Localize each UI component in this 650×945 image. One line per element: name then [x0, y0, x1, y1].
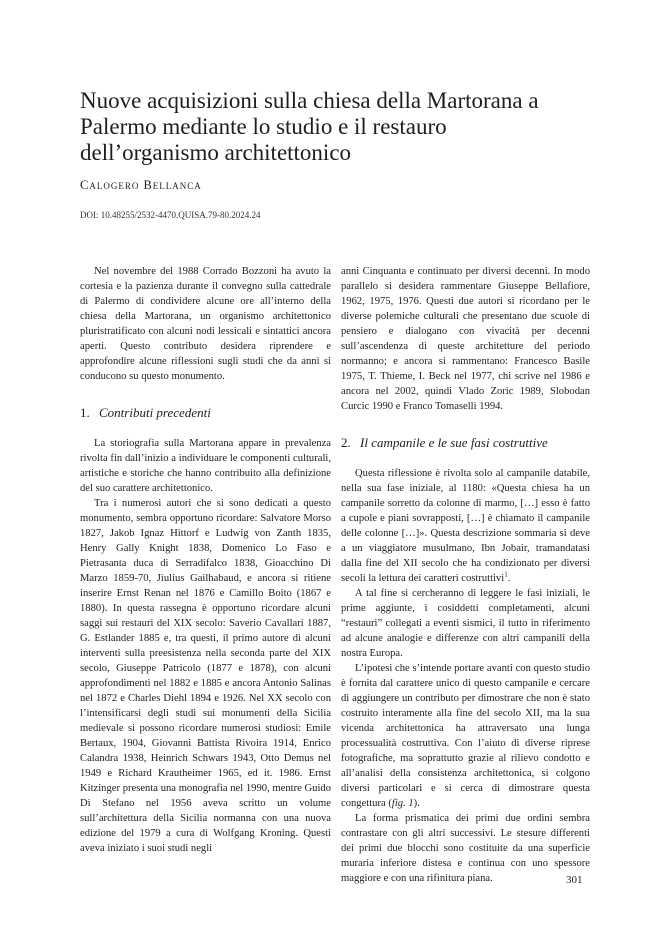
section-heading-2 [341, 435, 590, 450]
continued-paragraph: anni Cinquanta e continuato per diversi decenni. In modo parallelo si desidera rammentare Giuseppe Bellafiore, 1962, 1975, 1976. Questi due autori si ricordano per le diverse polemiche culturali che presentano due scuole di pensiero e dialogano con vivacità per decenni sull’ascendenza di queste architetture del periodo normanno; e ancora si rammentano: Francesco Basile 1975, T. Thieme, I. Beck nel 1977, chi scrive nel 1986 e ancora nel 2002, quindi Vlado Zoric 1989, Slobodan Curcic 1990 e Franco Tomaselli 1994. [341, 266, 590, 412]
article-title: Nuove acquisizioni sulla chiesa della Martorana a Palermo mediante lo studio e il restauro dell’organismo architettonico [80, 88, 539, 165]
section-number: 1. [80, 405, 90, 420]
intro-paragraph: Nel novembre del 1988 Corrado Bozzoni ha avuto la cortesia e la pazienza durante il convegno sulla cattedrale di Palermo di condividere alcune ore all’interno della chiesa della Martorana, un organismo architettonico pluristratificato con alcuni nodi lessicali e sintattici ancora aperti. Questo contributo desidera riprendere e approfondire alcune riflessioni sugli studi che da anni si conducono su questo monumento. [80, 266, 331, 382]
section-heading-1 [80, 405, 331, 420]
article-doi: DOI: 10.48255/2532-4470.QUISA.79-80.2024.24 [80, 210, 261, 220]
body-paragraph: Tra i numerosi autori che si sono dedicati a questo monumento, sembra opportuno ricordare: Salvatore Morso 1827, Jakob Ignaz Hittorf e Ludwig von Zanth 1835, Henry Gally Knight 1838, Domenico Lo Faso e Pietrasanta duca di Serradifalco 1838, Gioacchino Di Marzo 1859-70, Jiulius Gailhabaud, e ancora si ritiene inserire Ernst Renan nel 1876 e Camillo Boito (1867 e 1880). In questa rassegna è opportuno ricordare alcuni saggi sui restauri del XIX secolo: Saverio Cavallari 1887, G. Estlander 1885 e, tra questi, il primo autore di alcuni interventi sulla preesistenza nella seconda parte del XIX secolo, Giuseppe Patricolo (1877 e 1878), con alcuni approfondimenti nel 1882 e 1885 e ancora Antonio Salinas nel 1872 e Charles Diehl 1894 e 1926. Nel XX secolo con l’intensificarsi degli studi sui monumenti della Sicilia medievale si possono ricordare numerosi studiosi: Emile Bertaux, 1904, Giovanni Battista Rivoira 1914, Enrico Calandra 1938, Heinrich Schwars 1943, Otto Demus nel 1949 e Richard Krautheimer 1965, ed it. 1986. Ernst Kitzinger presenta una monografia nel 1990, mentre Guido Di Stefano nel 1956 aveva scritto un volume sull’architettura della Sicilia normanna con una nuova edizione del 1979 a cura di Wolfgang Kroning. Questi aveva iniziato i suoi studi negli [80, 498, 331, 854]
paragraph-text: ). [413, 798, 420, 809]
section-number: 2. [341, 435, 351, 450]
body-paragraph: La forma prismatica dei primi due ordini sembra contrastare con gli altri successivi. Le stesure differenti dei primi due blocchi sono costituite da una superficie muraria inferiore distesa e continua con uno spessore maggiore e con una rifinitura piana. [341, 813, 590, 884]
body-paragraph [341, 661, 590, 811]
paragraph-text: L’ipotesi che s’intende portare avanti con questo studio è fornita dal carattere unico di questo campanile e cercare di aggiungere un contributo per dimostrare che non è stato costruito interamente alla fine del secolo XII, ma la sua vicenda architettonica ha attraversato una lunga processualità costruttiva. Con l’aiuto di diverse riprese fotografiche, ma soprattutto grazie al rilievo condotto e all’analisi della consistenza architettonica, si colgono diversi particolari e si cerca di dimostrare questa congettura ( [341, 663, 590, 809]
body-paragraph: La storiografia sulla Martorana appare in prevalenza rivolta fin dall’inizio a individuare le componenti culturali, artistiche e storiche che hanno contribuito alla definizione del suo carattere architettonico. [80, 438, 331, 494]
article-author: Calogero Bellanca [80, 178, 202, 192]
left-text-column [80, 264, 331, 856]
footnote-reference[interactable]: 1 [504, 570, 508, 579]
section-title: Contributi precedenti [99, 405, 211, 420]
body-paragraph [341, 466, 590, 586]
figure-reference[interactable]: fig. 1 [391, 798, 414, 809]
right-text-column [341, 264, 590, 886]
body-paragraph: A tal fine si cercheranno di leggere le fasi iniziali, le prime aggiunte, i cosiddetti completamenti, alcuni “restauri” collegati a eventi sismici, il tutto in riferimento ad alcune analogie e differenze con altri campanili della nostra Europa. [341, 588, 590, 659]
paragraph-text: . [507, 573, 511, 584]
page-number: 301 [566, 874, 583, 886]
paragraph-text: Questa riflessione è rivolta solo al campanile databile, nella sua fase iniziale, al 1180: «Questa chiesa ha un campanile sorretto da colonne di marmo, […] esso è fatto a cupole e piani sovrapposti, […] è chiamato il campanile delle colonne […]». Questa descrizione sommaria si deve a un viaggiatore musulmano, Ibn Jobair, tramandatasi dalla fine del XII secolo che ha condizionato per diversi secoli la lettura dei caratteri costruttivi [341, 468, 590, 584]
section-title: Il campanile e le sue fasi costruttive [360, 435, 548, 450]
